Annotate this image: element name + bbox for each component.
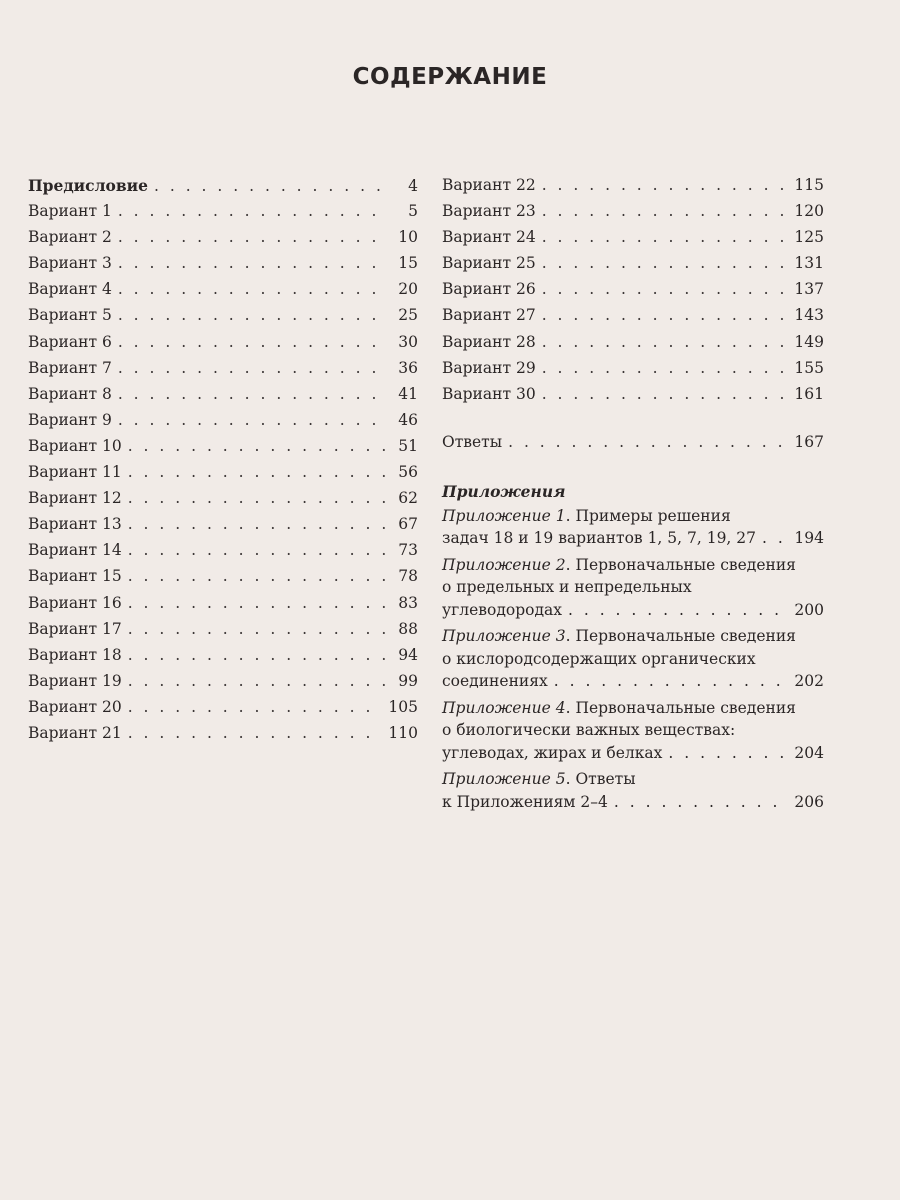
toc-entry-label: Вариант 17	[28, 619, 122, 638]
toc-entry[interactable]	[28, 515, 418, 541]
leader-dots	[128, 646, 386, 664]
toc-entry-label: Вариант 6	[28, 332, 112, 351]
toc-entry-label: Вариант 26	[442, 280, 536, 299]
toc-entry-page: 137	[794, 280, 824, 299]
toc-entry-label: Вариант 19	[28, 671, 122, 690]
toc-entry-page: 73	[398, 541, 418, 560]
toc-entry[interactable]	[28, 672, 418, 698]
toc-entry-label: Вариант 22	[442, 176, 536, 194]
leader-dots	[542, 176, 789, 194]
toc-entry-answers[interactable]	[442, 433, 824, 459]
toc-entry-label: Вариант 4	[28, 280, 112, 299]
leader-dots	[128, 724, 383, 742]
appendix-line	[442, 505, 824, 528]
toc-entry-label: Вариант 23	[442, 202, 536, 221]
appendix-line	[442, 719, 824, 742]
toc-entry[interactable]	[442, 306, 824, 332]
toc-entry[interactable]	[28, 202, 418, 228]
toc-entry-label: Вариант 10	[28, 436, 122, 455]
appendix-entry[interactable]	[442, 768, 824, 813]
toc-entry-page: 115	[794, 176, 824, 194]
toc-entry[interactable]	[28, 411, 418, 437]
appendix-text: о кислородсодержащих органических	[442, 649, 756, 668]
toc-entry-page: 94	[398, 645, 418, 664]
appendix-separator: .	[565, 555, 576, 574]
toc-entry-page: 46	[398, 410, 418, 429]
toc-entry[interactable]	[28, 385, 418, 411]
appendix-line	[442, 791, 824, 814]
toc-entry-label: Вариант 14	[28, 541, 122, 560]
leader-dots	[128, 489, 386, 507]
toc-entry-page: 99	[398, 671, 418, 690]
toc-entry[interactable]	[442, 333, 824, 359]
appendix-name: Приложение 2	[442, 555, 566, 574]
toc-entry-label: Вариант 12	[28, 489, 122, 508]
appendix-text: Первоначальные сведения	[575, 698, 796, 717]
toc-entry-label: Вариант 1	[28, 202, 112, 221]
toc-entry[interactable]	[442, 359, 824, 385]
toc-entry[interactable]	[28, 646, 418, 672]
appendix-line	[442, 599, 824, 622]
toc-entry-label: Вариант 15	[28, 567, 122, 586]
leader-dots	[118, 411, 386, 429]
toc-entry[interactable]	[28, 359, 418, 385]
leader-dots	[128, 620, 386, 638]
toc-entry[interactable]	[28, 698, 418, 724]
toc-entry[interactable]	[28, 333, 418, 359]
toc-entry[interactable]	[442, 176, 824, 202]
toc-entry-page: 167	[794, 432, 824, 451]
appendix-line	[442, 527, 824, 550]
spacer	[442, 411, 824, 433]
toc-entry-page: 5	[408, 202, 418, 221]
leader-dots	[542, 280, 789, 298]
appendix-separator: .	[565, 698, 576, 717]
toc-entry-page: 56	[398, 463, 418, 482]
appendix-text: задач 18 и 19 вариантов 1, 5, 7, 19, 27	[442, 529, 757, 548]
leader-dots	[128, 698, 383, 716]
appendix-line	[442, 648, 824, 671]
leader-dots	[128, 437, 386, 455]
leader-dots	[542, 202, 789, 220]
appendix-separator: .	[565, 506, 576, 525]
toc-entry-label: Вариант 27	[442, 306, 536, 325]
toc-entry-page: 67	[398, 515, 418, 534]
leader-dots	[128, 515, 386, 533]
leader-dots	[508, 433, 788, 451]
toc-entry-label: Вариант 8	[28, 384, 112, 403]
toc-entry-page: 4	[408, 177, 418, 195]
toc-entry-page: 149	[794, 332, 824, 351]
toc-entry[interactable]	[28, 463, 418, 489]
toc-entry[interactable]	[28, 724, 418, 750]
toc-entry-label: Вариант 24	[442, 228, 536, 247]
toc-entry[interactable]	[28, 306, 418, 332]
leader-dots	[668, 742, 788, 765]
appendix-separator: .	[565, 627, 576, 646]
appendix-text: Примеры решения	[575, 506, 731, 525]
toc-entry-page: 51	[398, 436, 418, 455]
toc-entry-page: 78	[398, 567, 418, 586]
appendix-text: о предельных и непредельных	[442, 578, 692, 597]
appendix-line	[442, 554, 824, 577]
toc-entry-label: Вариант 3	[28, 254, 112, 273]
appendix-text: к Приложениям 2–4	[442, 792, 608, 811]
toc-entry-page: 15	[398, 254, 418, 273]
leader-dots	[128, 463, 386, 481]
toc-entry-page: 20	[398, 280, 418, 299]
toc-entry-page: 105	[388, 697, 418, 716]
toc-entry-label: Вариант 28	[442, 332, 536, 351]
appendix-name: Приложение 3	[442, 627, 566, 646]
toc-entry-page: 25	[398, 306, 418, 325]
toc-entry[interactable]	[442, 228, 824, 254]
appendix-line	[442, 697, 824, 720]
toc-entry-page: 10	[398, 228, 418, 247]
toc-right-variants	[442, 176, 824, 411]
toc-entry-page: 143	[794, 306, 824, 325]
appendix-line	[442, 768, 824, 791]
toc-entry-page: 83	[398, 593, 418, 612]
toc-entry-label: Вариант 20	[28, 697, 122, 716]
spacer	[442, 459, 824, 473]
appendix-name: Приложение 4	[442, 698, 566, 717]
toc-entry-page: 155	[794, 358, 824, 377]
toc-right-column	[442, 176, 824, 815]
leader-dots	[542, 228, 789, 246]
appendix-page: 206	[794, 792, 824, 811]
leader-dots	[568, 599, 788, 622]
toc-entry-label: Вариант 21	[28, 723, 122, 742]
appendices-list	[442, 505, 824, 814]
appendix-page: 200	[794, 600, 824, 619]
appendix-entry[interactable]	[442, 505, 824, 550]
appendix-text: углеводородах	[442, 600, 562, 619]
leader-dots	[118, 306, 386, 324]
leader-dots	[118, 359, 386, 377]
leader-dots	[128, 541, 386, 559]
toc-entry-label: Вариант 7	[28, 358, 112, 377]
toc-entry[interactable]	[28, 437, 418, 463]
appendix-text: о биологически важных веществах:	[442, 721, 736, 740]
leader-dots	[762, 527, 788, 550]
leader-dots	[118, 280, 386, 298]
leader-dots	[554, 670, 789, 693]
toc-entry-page: 125	[794, 228, 824, 247]
toc-entry-page: 161	[794, 384, 824, 403]
toc-entry[interactable]	[28, 620, 418, 646]
appendix-entry[interactable]	[442, 625, 824, 693]
leader-dots	[128, 567, 386, 585]
appendix-text: Первоначальные сведения	[575, 627, 796, 646]
leader-dots	[118, 254, 386, 272]
toc-entry-label: Вариант 2	[28, 228, 112, 247]
toc-left-column	[28, 176, 418, 750]
toc-entry[interactable]	[28, 541, 418, 567]
toc-entry-page: 120	[794, 202, 824, 221]
toc-entry-label: Вариант 5	[28, 306, 112, 325]
appendix-line	[442, 670, 824, 693]
appendices-heading: Приложения	[442, 481, 566, 501]
toc-entry-label: Вариант 29	[442, 358, 536, 377]
page-title: СОДЕРЖАНИЕ	[352, 64, 548, 90]
toc-entry[interactable]	[28, 228, 418, 254]
toc-entry-label: Вариант 25	[442, 254, 536, 273]
leader-dots	[542, 333, 789, 351]
toc-entry-label: Предисловие	[28, 176, 148, 195]
toc-entry[interactable]	[442, 202, 824, 228]
leader-dots	[614, 791, 789, 814]
appendix-line	[442, 576, 824, 599]
toc-entry[interactable]	[28, 280, 418, 306]
toc-entry-label: Вариант 11	[28, 463, 122, 482]
leader-dots	[118, 228, 386, 246]
toc-entry[interactable]	[28, 254, 418, 280]
leader-dots	[542, 254, 789, 272]
toc-entry[interactable]	[28, 567, 418, 593]
appendix-line	[442, 625, 824, 648]
toc-entry-label: Ответы	[442, 432, 503, 451]
leader-dots	[542, 306, 789, 324]
toc-entry-page: 110	[388, 723, 418, 742]
toc-entry-page: 62	[398, 489, 418, 508]
appendix-page: 202	[794, 672, 824, 691]
toc-entry-page: 131	[794, 254, 824, 273]
leader-dots	[128, 672, 386, 690]
appendix-text: Первоначальные сведения	[575, 555, 796, 574]
leader-dots	[118, 202, 386, 220]
leader-dots	[542, 359, 789, 377]
leader-dots	[118, 333, 386, 351]
toc-entry-page: 30	[398, 332, 418, 351]
toc-entry[interactable]	[28, 489, 418, 515]
toc-entry-label: Вариант 13	[28, 515, 122, 534]
toc-entry-page: 88	[398, 619, 418, 638]
toc-entry-page: 36	[398, 358, 418, 377]
toc-entry[interactable]	[28, 176, 418, 202]
toc-entry-label: Вариант 9	[28, 410, 112, 429]
leader-dots	[118, 385, 386, 403]
appendix-text: соединениях	[442, 672, 548, 691]
toc-entry-label: Вариант 18	[28, 645, 122, 664]
appendix-text: углеводах, жирах и белках	[442, 743, 663, 762]
appendix-page: 194	[794, 529, 824, 548]
appendix-text: Ответы	[575, 770, 636, 789]
leader-dots	[542, 385, 789, 403]
appendix-separator: .	[565, 770, 576, 789]
toc-entry[interactable]	[442, 254, 824, 280]
toc-entry-page: 41	[398, 384, 418, 403]
appendix-page: 204	[794, 743, 824, 762]
toc-entry[interactable]	[442, 280, 824, 306]
toc-entry-label: Вариант 30	[442, 384, 536, 403]
appendix-entry[interactable]	[442, 554, 824, 622]
toc-entry-label: Вариант 16	[28, 593, 122, 612]
leader-dots	[154, 177, 386, 195]
toc-entry[interactable]	[28, 594, 418, 620]
leader-dots	[128, 594, 386, 612]
toc-entry[interactable]	[442, 385, 824, 411]
appendix-line	[442, 742, 824, 765]
appendix-entry[interactable]	[442, 697, 824, 765]
appendix-name: Приложение 5	[442, 770, 566, 789]
appendix-name: Приложение 1	[442, 506, 566, 525]
